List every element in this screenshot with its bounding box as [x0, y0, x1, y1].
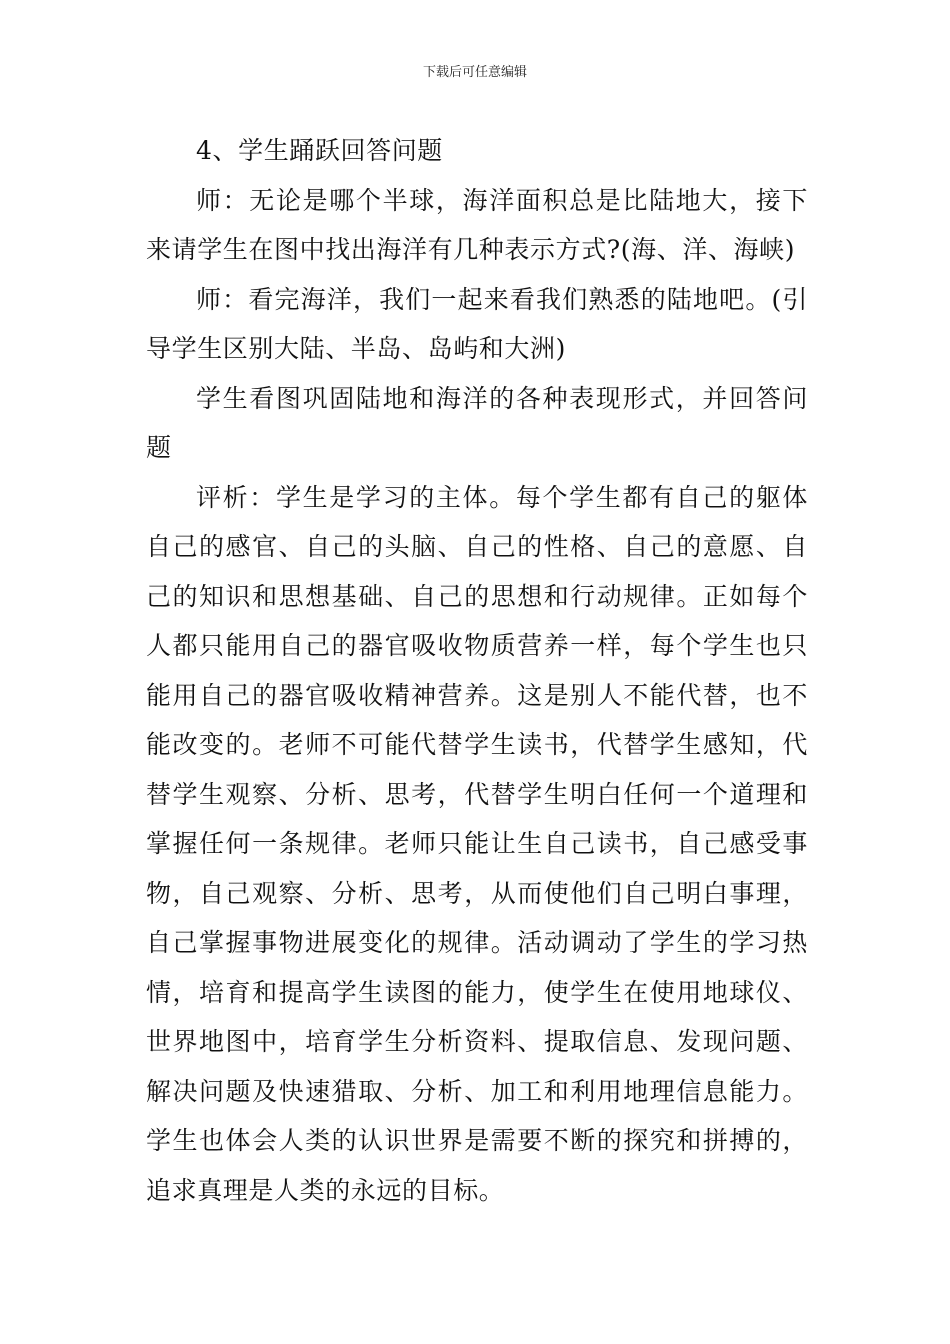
document-body	[146, 126, 808, 1215]
paragraph-teacher-ocean: 师：无论是哪个半球，海洋面积总是比陆地大，接下来请学生在图中找出海洋有几种表示方式?(海、洋、海峡)	[146, 185, 808, 264]
paragraph-step-4: 4、学生踊跃回答问题	[196, 136, 443, 165]
paragraph-commentary: 评析：学生是学习的主体。每个学生都有自己的躯体自己的感官、自己的头脑、自己的性格、自己的意愿、自己的知识和思想基础、自己的思想和行动规律。正如每个人都只能用自己的器官吸收物质营养一样，每个学生也只能用自己的器官吸收精神营养。这是别人不能代替，也不能改变的。老师不可能代替学生读书，代替学生感知，代替学生观察、分析、思考，代替学生明白任何一个道理和掌握任何一条规律。老师只能让生自己读书，自己感受事物，自己观察、分析、思考，从而使他们自己明白事理，自己掌握事物进展变化的规律。活动调动了学生的学习热情，培育和提高学生读图的能力，使学生在使用地球仪、世界地图中，培育学生分析资料、提取信息、发现问题、解决问题及快速猎取、分析、加工和利用地理信息能力。学生也体会人类的认识世界是需要不断的探究和拼搏的，追求真理是人类的永远的目标。	[146, 482, 808, 1205]
paragraph-student-review: 学生看图巩固陆地和海洋的各种表现形式，并回答问题	[146, 383, 808, 462]
page-header: 下载后可任意编辑	[422, 65, 527, 80]
paragraph-teacher-land: 师：看完海洋，我们一起来看我们熟悉的陆地吧。(引导学生区别大陆、半岛、岛屿和大洲)	[146, 284, 808, 363]
